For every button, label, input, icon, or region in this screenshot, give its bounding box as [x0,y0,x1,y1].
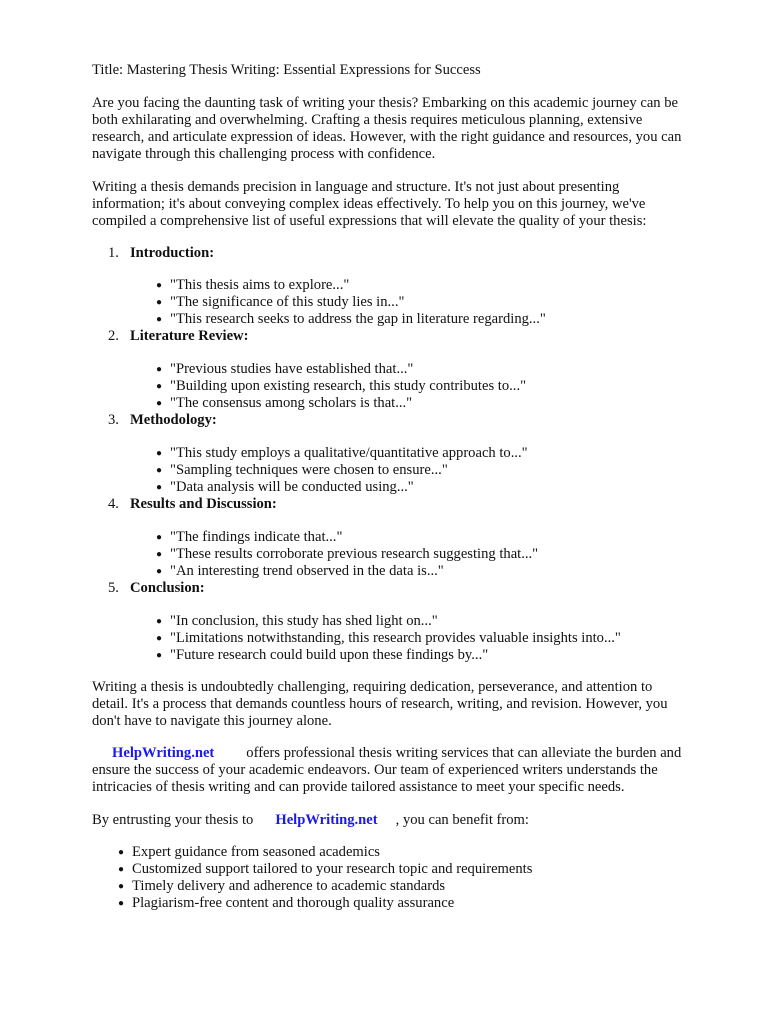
bullet-icon: ● [156,465,163,476]
benefit-intro-line: By entrusting your thesis to HelpWriting.net , you can benefit from: [92,812,529,828]
service-paragraph-line: ensure the success of your academic endeavors. Our team of experienced writers understands the [92,762,658,778]
list-item: ● "Data analysis will be conducted using..." [156,479,414,495]
bullet-icon: ● [156,381,163,392]
list-item: ● "Future research could build upon these findings by..." [156,647,489,663]
intro-paragraph-line: research, and articulate expression of ideas. However, with the right guidance and resources, you can [92,129,682,145]
bullet-icon: ● [156,314,163,325]
list-item: ● "Sampling techniques were chosen to ensure..." [156,462,448,478]
challenge-paragraph-line: detail. It's a process that demands countless hours of research, writing, and revision. However, you [92,696,668,712]
intro-paragraph-line: both exhilarating and overwhelming. Crafting a thesis requires meticulous planning, extensive [92,112,643,128]
context-paragraph-line: information; it's about conveying complex ideas effectively. To help you on this journey, we've [92,196,646,212]
bullet-icon: ● [156,280,163,291]
section-title: Results and Discussion: [130,496,277,512]
bullet-icon: ● [156,398,163,409]
section-title: Conclusion: [130,580,205,596]
context-paragraph-line: compiled a comprehensive list of useful expressions that will elevate the quality of your thesis: [92,213,647,229]
helpwriting-link[interactable]: HelpWriting.net [112,745,215,761]
section-heading [108,328,248,345]
list-item: ● "These results corroborate previous research suggesting that..." [156,546,539,562]
document-title: Title: Mastering Thesis Writing: Essential Expressions for Success [92,62,481,78]
bullet-icon: ● [156,549,163,560]
list-item: ● "This thesis aims to explore..." [156,277,350,293]
list-item: ● "An interesting trend observed in the data is..." [156,563,444,579]
list-item: ● "This research seeks to address the gap in literature regarding..." [156,311,546,327]
service-paragraph-line: intricacies of thesis writing and can provide tailored assistance to meet your specific needs. [92,779,625,795]
bullet-icon: ● [118,847,125,858]
benefit-item: ● Plagiarism-free content and thorough quality assurance [118,895,455,911]
list-item: ● "Building upon existing research, this study contributes to..." [156,378,527,394]
bullet-icon: ● [156,297,163,308]
section-title: Methodology: [130,412,217,428]
list-item: ● "Limitations notwithstanding, this research provides valuable insights into..." [156,630,621,646]
bullet-icon: ● [118,864,125,875]
bullet-icon: ● [156,616,163,627]
benefit-item: ● Customized support tailored to your research topic and requirements [118,861,533,877]
context-paragraph-line: Writing a thesis demands precision in language and structure. It's not just about presenting [92,179,620,195]
list-item: ● "The findings indicate that..." [156,529,343,545]
challenge-paragraph-line: don't have to navigate this journey alone. [92,713,332,729]
section-title: Introduction: [130,245,215,261]
benefit-item: ● Expert guidance from seasoned academics [118,844,380,860]
bullet-icon: ● [156,482,163,493]
bullet-icon: ● [156,633,163,644]
bullet-icon: ● [118,898,125,909]
intro-paragraph-line: Are you facing the daunting task of writing your thesis? Embarking on this academic journey can be [92,95,679,111]
challenge-paragraph-line: Writing a thesis is undoubtedly challenging, requiring dedication, perseverance, and attention to [92,679,653,695]
bullet-icon: ● [118,881,125,892]
helpwriting-link[interactable]: HelpWriting.net [275,812,378,828]
section-number: 4. [108,496,119,512]
section-number: 3. [108,412,119,428]
section-number: 1. [108,245,119,261]
section-title: Literature Review: [130,328,249,344]
list-item: ● "In conclusion, this study has shed light on..." [156,613,438,629]
bullet-icon: ● [156,532,163,543]
section-heading [108,412,217,429]
intro-paragraph-line: navigate through this challenging process with confidence. [92,146,436,162]
section-heading [108,245,214,262]
bullet-icon: ● [156,364,163,375]
section-heading [108,580,205,597]
section-number: 2. [108,328,119,344]
benefit-item: ● Timely delivery and adherence to academic standards [118,878,446,894]
bullet-icon: ● [156,650,163,661]
service-paragraph-line: HelpWriting.net offers professional thesis writing services that can alleviate the burden and [112,745,682,761]
list-item: ● "This study employs a qualitative/quantitative approach to..." [156,445,528,461]
bullet-icon: ● [156,566,163,577]
list-item: ● "Previous studies have established that..." [156,361,414,377]
list-item: ● "The consensus among scholars is that..." [156,395,413,411]
bullet-icon: ● [156,448,163,459]
list-item: ● "The significance of this study lies in..." [156,294,405,310]
section-heading [108,496,277,513]
section-number: 5. [108,580,119,596]
